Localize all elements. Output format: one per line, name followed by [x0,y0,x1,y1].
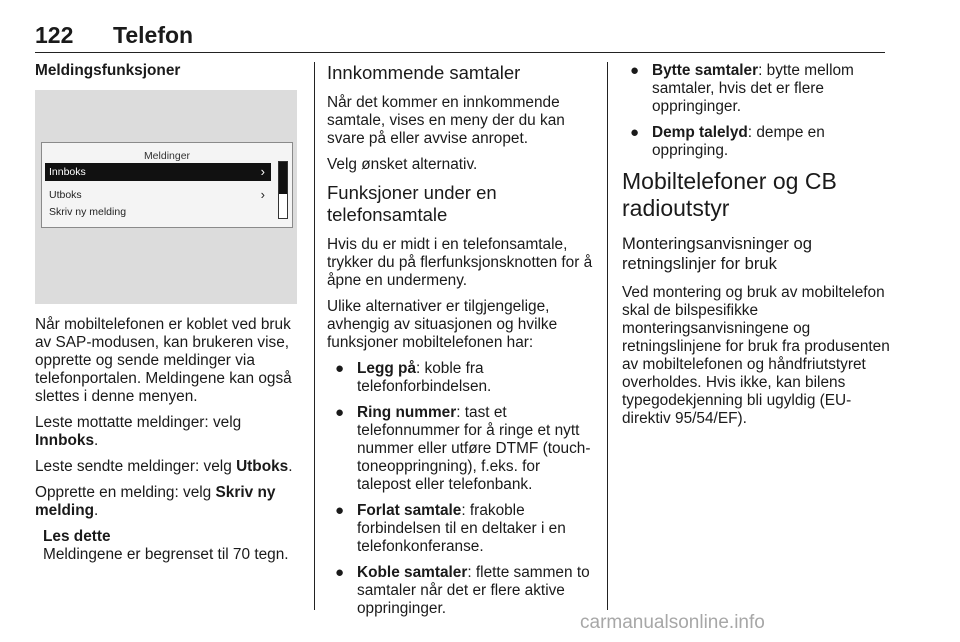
page-number: 122 [35,22,74,48]
bullet-item: ● Legg på: koble fra telefonforbindelsen. [335,360,492,395]
menu-item-inbox [45,163,271,181]
note-box [35,528,303,564]
bullet-icon: ● [335,404,345,421]
heading-call-functions: Funksjoner under en telefonsamtale [327,182,497,225]
page-header [35,22,885,50]
paragraph: Velg ønsket alternativ. [327,156,478,173]
note-title: Les dette [43,528,111,545]
paragraph: Når mobiltelefonen er koblet ved bruk av SAP-modusen, kan brukeren vise, opprette og sende meldinger via telefonportalen. Meldingene kan også slettes i denne menyen. [35,316,292,405]
paragraph: Når det kommer en innkommende samtale, vises en meny der du kan svare på eller avvise anropet. [327,94,565,147]
bullet-item: ● Ring nummer: tast et telefonnummer for å ringe et nytt nummer eller utføre DTMF (touch-toneoppringning), f.eks. for talepost eller telefonbank. [335,404,591,493]
column-2 [327,62,595,626]
chevron-right-icon: › [260,187,265,202]
section-title-messages: Meldingsfunksjoner [35,62,181,79]
bullet-icon: ● [630,124,640,141]
bullet-icon: ● [630,62,640,79]
bullet-icon: ● [335,564,345,581]
note-text: Meldingene er begrenset til 70 tegn. [43,546,289,563]
heading-mobile-phones: Mobiltelefoner og CB radioutstyr [622,168,837,221]
paragraph: Ulike alternativer er tilgjengelige, avhengig av situasjonen og hvilke funksjoner mobiltelefonen har: [327,298,558,351]
bullet-item: ● Forlat samtale: frakoble forbindelsen til en deltaker i en telefonkonferanse. [335,502,566,555]
menu-scrollbar [278,161,288,219]
paragraph: Ved montering og bruk av mobiltelefon skal de bilspesifikke monteringsanvisningene og retningslinjene for bruk fra produsenten av mobiltelefonen og håndfriutstyret overholdes. Hvis ikke, kan bilens typegodekjenning bli ugyldig (EU-direktiv 95/54/EF). [622,284,890,427]
menu-item-label: Skriv ny melding [49,206,127,218]
bullet-icon: ● [335,502,345,519]
menu-item-label: Innboks [49,166,86,178]
heading-installation: Monteringsanvisninger og retningslinjer for bruk [622,234,813,273]
bullet-item: ● Koble samtaler: flette sammen to samtaler når det er flere aktive oppringinger. [335,564,590,617]
chevron-right-icon: › [260,164,265,179]
heading-incoming-calls: Innkommende samtaler [327,62,521,83]
messages-screen-illustration [35,90,297,304]
messages-menu-frame [41,142,293,228]
menu-item-label: Utboks [49,189,82,201]
header-rule [35,52,885,53]
paragraph: Leste mottatte meldinger: velg Innboks. [35,414,242,449]
column-3 [622,62,890,436]
paragraph: Hvis du er midt i en telefonsamtale, trykker du på flerfunksjonsknotten for å åpne en undermeny. [327,236,593,289]
bullet-item: ● Demp talelyd: dempe en oppringing. [630,124,825,159]
column-1 [35,62,303,564]
bullet-item: ● Bytte samtaler: bytte mellom samtaler, hvis det er flere oppringinger. [630,62,854,115]
column-divider-2 [607,62,608,610]
bullet-icon: ● [335,360,345,377]
chapter-title: Telefon [113,22,194,48]
paragraph: Leste sendte meldinger: velg Utboks. [35,458,293,475]
watermark: carmanualsonline.info [580,612,765,633]
paragraph: Opprette en melding: velg Skriv ny melding. [35,484,276,519]
column-divider-1 [314,62,315,610]
menu-caption: Meldinger [143,150,191,162]
menu-item-new-message [45,203,271,221]
scrollbar-thumb [279,162,287,194]
menu-item-outbox [45,186,271,204]
